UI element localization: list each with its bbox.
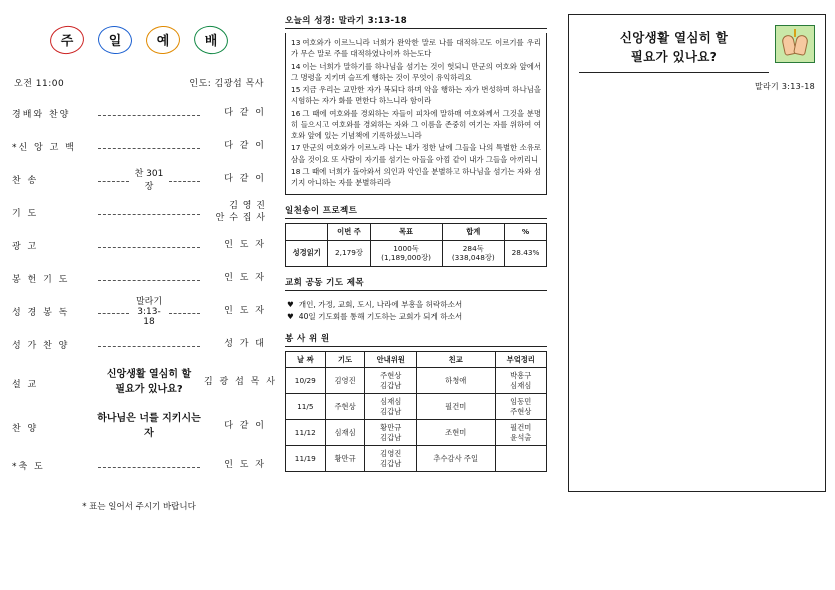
verse-number: 15 — [291, 85, 301, 94]
project-col-header: 이번 주 — [328, 224, 370, 240]
project-col-header: 합계 — [442, 224, 504, 240]
order-item-detail-line: 찬 301 장 — [134, 168, 164, 192]
order-item-detail — [133, 294, 164, 329]
order-item-person — [204, 174, 266, 185]
table-cell: 황만규 김갑남 — [365, 420, 416, 446]
table-cell: 2,179장 — [328, 240, 370, 266]
table-row — [286, 240, 547, 266]
table-cell: 11/5 — [286, 394, 326, 420]
duty-table — [285, 351, 547, 472]
icon-hand-right — [793, 34, 809, 56]
prayer-list — [285, 295, 547, 323]
order-item-person-line: 김 영 진 — [229, 201, 266, 212]
order-row — [8, 405, 270, 449]
table-row — [286, 368, 547, 394]
title-char-4-text: 배 — [204, 33, 218, 49]
order-item-person — [204, 377, 277, 388]
order-item-name: 봉 헌 기 도 — [12, 275, 70, 285]
verse-text: 지금 우리는 교만한 자가 복되다 하며 악을 행하는 자가 번성하며 하나님을 시험하는 자가 화를 면한다 하느니라 함이라 — [291, 85, 541, 106]
scripture-heading: 오늘의 성경: 말라기 3:13-18 — [285, 14, 547, 29]
project-col-header: 목표 — [370, 224, 442, 240]
order-item-name: 성 가 찬 양 — [12, 341, 70, 351]
order-footnote: * 표는 일어서 주시기 바랍니다 — [82, 502, 196, 512]
order-item-person — [204, 108, 266, 119]
order-row — [8, 229, 270, 262]
verse-number: 13 — [291, 38, 301, 47]
verse-text: 그 때에 여호와를 경외하는 자들이 피차에 말하매 여호와께서 그것을 분명히 들으시고 여호와를 경외하는 자와 그 이름을 존중히 여기는 자를 위하여 여호와 앞에 있는 기념책에 기록하셨느니라 — [291, 108, 541, 140]
table-cell: 11/12 — [286, 420, 326, 446]
order-item-person — [204, 306, 266, 317]
order-item-person — [204, 421, 266, 432]
verse-text: 그 때에 너희가 돌아와서 의인과 악인을 분별하고 하나님을 섬기는 자와 섬기지 아니하는 자를 분별하리라 — [291, 166, 541, 187]
order-dot-leader — [98, 272, 200, 281]
praying-hands-icon — [775, 25, 815, 63]
project-table-body — [286, 240, 547, 266]
order-item-detail-line: 말라기 3:13-18 — [135, 297, 163, 327]
order-dot-leader — [169, 305, 200, 314]
duty-col-header: 날 짜 — [286, 351, 326, 367]
sermon-card — [568, 14, 826, 492]
project-col-header: % — [505, 224, 547, 240]
scripture-verse — [291, 108, 541, 142]
duty-section — [285, 332, 547, 472]
scripture-column — [285, 14, 547, 472]
order-item-person-line: 성 가 대 — [224, 338, 266, 349]
order-row — [8, 163, 270, 196]
order-item-detail — [94, 411, 204, 443]
title-char-2-text: 일 — [108, 33, 122, 49]
prayer-text: 개인, 가정, 교회, 도시, 나라에 부흥을 허락하소서 — [298, 299, 463, 309]
heart-icon: ♥ — [287, 311, 294, 321]
project-col-header — [286, 224, 328, 240]
sermon-title-line2: 필요가 있나요? — [630, 48, 718, 64]
verse-text: 만군의 여호와가 이르노라 나는 내가 정한 날에 그들을 나의 특별한 소유로 삼을 것이요 또 사람이 자기를 섬기는 아들을 아낌 같이 내가 그들을 아끼리니 — [291, 143, 541, 164]
table-cell: 김영진 김갑남 — [365, 446, 416, 472]
project-section — [285, 204, 547, 266]
title-char-4 — [194, 24, 228, 54]
verse-number: 18 — [291, 166, 301, 176]
order-row — [8, 196, 270, 229]
list-item — [287, 311, 545, 323]
title-char-1-text: 주 — [60, 33, 74, 49]
table-cell: 김영진 — [325, 368, 365, 394]
order-row — [8, 328, 270, 361]
order-item-name: 성 경 봉 독 — [12, 308, 70, 318]
sermon-title — [579, 23, 769, 73]
duty-table-body — [286, 368, 547, 472]
icon-ray — [794, 29, 796, 37]
order-item-name: *신 앙 고 백 — [12, 143, 76, 153]
order-item-detail — [94, 367, 204, 399]
table-cell: 필건미 — [416, 394, 495, 420]
table-cell: 박흥구 심재심 — [495, 368, 546, 394]
order-item-name: 광 고 — [12, 242, 39, 252]
table-cell: 필건미 윤석출 — [495, 420, 546, 446]
order-item-name: *축 도 — [12, 462, 45, 472]
prayer-text: 40일 기도회를 통해 기도하는 교회가 되게 하소서 — [298, 311, 463, 321]
scripture-verse — [291, 142, 541, 165]
order-item-detail-line: 신앙생활 열심히 할 — [106, 369, 192, 380]
order-dot-leader — [98, 338, 200, 347]
order-item-detail-line: 필요가 있나요? — [115, 384, 183, 395]
table-row — [286, 446, 547, 472]
scripture-verse — [291, 37, 541, 60]
order-item-person — [204, 141, 266, 152]
project-heading: 일천송이 프로젝트 — [285, 204, 547, 219]
heart-icon: ♥ — [287, 299, 294, 309]
service-info-row — [8, 76, 270, 89]
order-item-person-line: 인 도 자 — [224, 305, 266, 316]
order-row — [8, 262, 270, 295]
verse-number: 16 — [291, 108, 301, 118]
order-item-person-line: 김 광 섭 목 사 — [204, 377, 277, 388]
table-cell: 추수감사 주일 — [416, 446, 495, 472]
order-item-person — [204, 460, 266, 471]
verse-number: 17 — [291, 143, 301, 153]
table-cell: 황만규 — [325, 446, 365, 472]
worship-order-column — [8, 10, 277, 512]
table-cell: 10/29 — [286, 368, 326, 394]
order-item-person-line: 인 도 자 — [224, 239, 266, 250]
title-char-3 — [146, 24, 180, 54]
table-cell: 1000독 (1,189,000장) — [370, 240, 442, 266]
order-dot-leader — [98, 206, 200, 215]
order-dot-leader — [98, 107, 200, 116]
order-item-person — [204, 273, 266, 284]
list-item — [287, 299, 545, 311]
order-dot-leader — [98, 459, 200, 468]
table-cell: 11/19 — [286, 446, 326, 472]
project-table-head — [286, 224, 547, 240]
order-item-person — [204, 339, 266, 350]
order-row — [8, 295, 270, 328]
project-table — [285, 223, 547, 266]
order-item-detail — [133, 166, 164, 194]
table-cell: 주현상 — [325, 394, 365, 420]
verse-text: 여호와가 이르느니라 너희가 완악한 말로 나를 대적하고도 이르기를 우리가 무슨 말로 주를 대적하였나이까 하는도다 — [291, 38, 541, 59]
table-cell: 성경읽기 — [286, 240, 328, 266]
order-item-detail-line: 하나님은 너를 지키시는 자 — [97, 413, 201, 439]
title-char-2 — [98, 24, 132, 54]
table-row — [286, 420, 547, 446]
table-cell: 284독 (338,048장) — [442, 240, 504, 266]
order-item-person-line: 인 도 자 — [224, 272, 266, 283]
order-row — [8, 97, 270, 130]
service-time: 오전 11:00 — [14, 79, 65, 89]
order-item-person-line: 다 같 이 — [224, 421, 266, 432]
scripture-text — [285, 33, 547, 195]
table-cell: 임동민 주현상 — [495, 394, 546, 420]
sermon-title-wrap — [579, 23, 815, 73]
duty-col-header: 안내위원 — [365, 351, 416, 367]
order-row — [8, 361, 277, 405]
duty-table-head — [286, 351, 547, 367]
table-cell: 하청애 — [416, 368, 495, 394]
duty-col-header: 기도 — [325, 351, 365, 367]
title-char-3-text: 예 — [156, 33, 170, 49]
order-item-person-line: 인 도 자 — [224, 459, 266, 470]
sermon-title-line1: 신앙생활 열심히 할 — [619, 30, 729, 45]
order-item-name: 찬 양 — [12, 423, 39, 434]
table-cell — [495, 446, 546, 472]
order-item-person — [204, 201, 266, 224]
order-item-person-line: 다 같 이 — [224, 107, 266, 118]
order-item-name: 설 교 — [12, 379, 39, 390]
table-cell: 조현미 — [416, 420, 495, 446]
order-item-person-line: 안 수 집 사 — [215, 212, 266, 223]
scripture-verse — [291, 61, 541, 84]
bulletin-title — [8, 24, 270, 54]
order-dot-leader — [98, 239, 200, 248]
order-dot-leader — [98, 305, 129, 314]
order-item-person-line: 다 같 이 — [224, 173, 266, 184]
table-cell: 심재심 — [325, 420, 365, 446]
order-dot-leader — [98, 140, 200, 149]
duty-header-row — [286, 351, 547, 367]
order-row — [8, 449, 270, 482]
duty-col-header: 친교 — [416, 351, 495, 367]
prayer-section — [285, 276, 547, 323]
scripture-verse — [291, 166, 541, 189]
order-dot-leader — [98, 173, 129, 182]
title-char-1 — [50, 24, 84, 54]
service-leader: 인도: 김광섭 목사 — [189, 79, 264, 89]
project-header-row — [286, 224, 547, 240]
order-item-name: 찬 송 — [12, 176, 39, 186]
duty-heading: 봉 사 위 원 — [285, 332, 547, 347]
table-cell: 심재심 김갑남 — [365, 394, 416, 420]
order-item-name: 경배와 찬양 — [12, 110, 71, 120]
verse-number: 14 — [291, 61, 301, 71]
order-item-person-line: 다 같 이 — [224, 140, 266, 151]
order-item-person — [204, 240, 266, 251]
order-dot-leader — [169, 173, 200, 182]
sermon-reference: 말라기 3:13-18 — [754, 81, 815, 91]
verse-text: 이는 너희가 말하기를 하나님을 섬기는 것이 헛되니 만군의 여호와 앞에서 그 명령을 지키며 슬프게 행하는 것이 무엇이 유익하리요 — [291, 61, 541, 82]
table-row — [286, 394, 547, 420]
duty-col-header: 부엌정리 — [495, 351, 546, 367]
scripture-verse — [291, 84, 541, 107]
table-cell: 주현상 김갑남 — [365, 368, 416, 394]
order-of-worship-list — [8, 97, 277, 482]
prayer-heading: 교회 공동 기도 제목 — [285, 276, 547, 291]
order-row — [8, 130, 270, 163]
order-item-name: 기 도 — [12, 209, 39, 219]
table-cell: 28.43% — [505, 240, 547, 266]
